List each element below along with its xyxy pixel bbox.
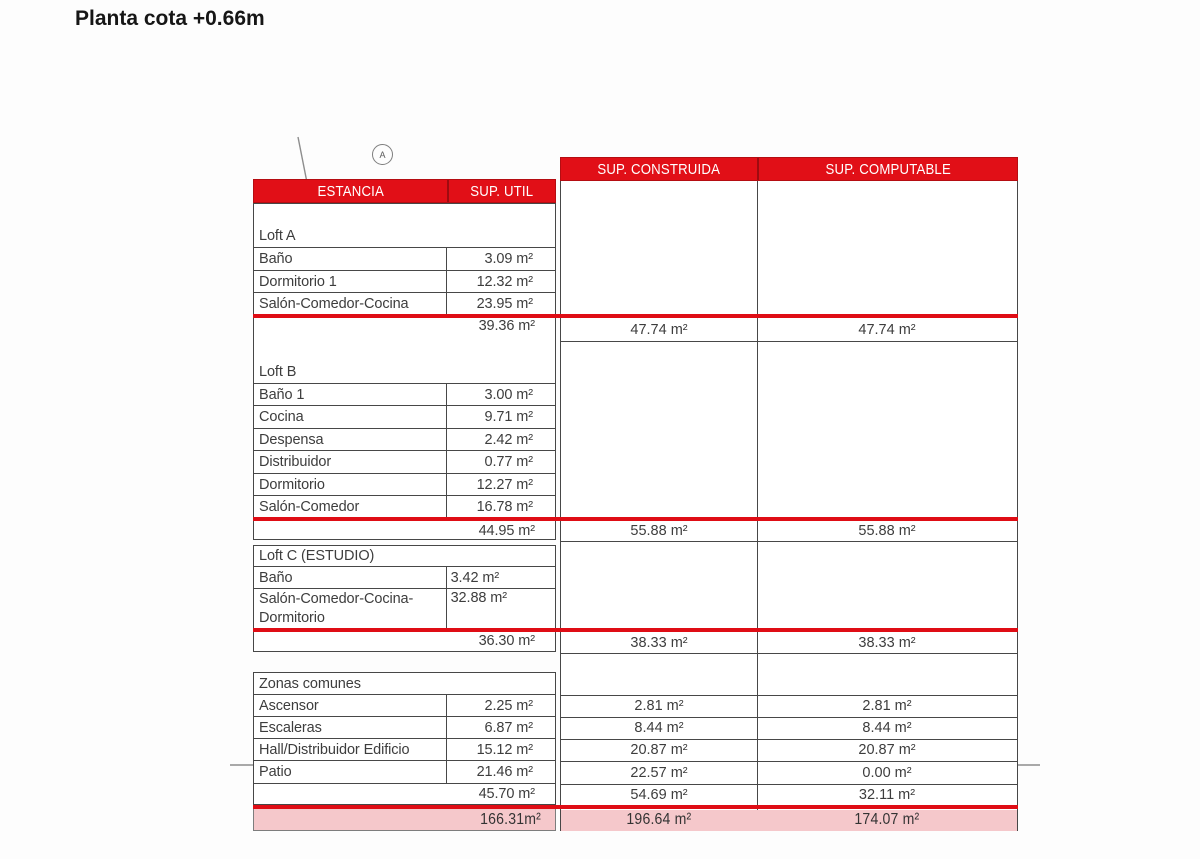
row-border [561, 653, 1017, 654]
row-value: 3.42 m² [450, 569, 500, 586]
row-value: 32.88 m² [450, 590, 508, 606]
table-row [254, 429, 555, 451]
section-name: Loft B [259, 364, 297, 380]
row-value: 6.87 m² [484, 719, 533, 736]
row-label: Dormitorio [254, 474, 447, 495]
row-border [561, 341, 1017, 342]
construida-value: 22.57 m² [630, 764, 688, 781]
row-value: 21.46 m² [476, 764, 533, 780]
table-row [254, 384, 555, 406]
row-label: Baño 1 [254, 384, 447, 405]
row-label: Baño [254, 567, 447, 588]
subtotal-row-loft-a [561, 318, 1017, 341]
section-name: Loft C (ESTUDIO) [259, 548, 375, 564]
row-value: 12.32 m² [476, 273, 533, 290]
page-title: Planta cota +0.66m [75, 7, 265, 30]
subtotal-util: 44.95 m² [478, 522, 535, 539]
section-header-row [254, 673, 555, 695]
table-row-hall [561, 739, 1017, 761]
table-row-patio [561, 761, 1017, 784]
red-separator-line [253, 314, 1018, 318]
construida-value: 54.69 m² [630, 787, 688, 803]
table-row [254, 496, 555, 518]
table-row [254, 474, 555, 496]
right-table-body [560, 180, 1018, 831]
row-label: Patio [254, 761, 447, 783]
right-header-band [560, 157, 1018, 181]
row-value: 3.00 m² [484, 386, 533, 403]
row-label: Salón-Comedor-Cocina-Dormitorio [254, 589, 447, 629]
row-value: 0.77 m² [484, 454, 533, 470]
construida-value: 55.88 m² [630, 523, 688, 539]
section-header-row [254, 546, 555, 567]
grand-total-computable [757, 810, 1017, 831]
computable-value: 32.11 m² [858, 787, 916, 803]
row-label: Dormitorio 1 [254, 271, 447, 292]
left-header-band [253, 179, 556, 203]
construida-value: 8.44 m² [634, 720, 684, 736]
construida-value: 20.87 m² [630, 742, 688, 758]
grand-total-construida-value: 196.64 m² [626, 811, 692, 829]
subtotal-row [254, 521, 555, 540]
row-value: 2.25 m² [484, 697, 533, 714]
row-value: 3.09 m² [484, 251, 533, 267]
row-label: Ascensor [254, 695, 447, 716]
construida-value: 38.33 m² [630, 634, 688, 651]
row-value: 9.71 m² [484, 409, 533, 425]
computable-value: 20.87 m² [858, 742, 916, 758]
section-name: Zonas comunes [259, 675, 361, 692]
row-label: Baño [254, 248, 447, 270]
construida-value: 47.74 m² [630, 321, 688, 338]
red-separator-line [253, 628, 1018, 632]
subtotal-row-loft-b [561, 521, 1017, 541]
grid-axis-marker-icon [372, 144, 393, 165]
table-row [254, 717, 555, 739]
subtotal-row [254, 784, 555, 804]
subtotal-util: 36.30 m² [478, 633, 535, 649]
subtotal-util: 45.70 m² [478, 786, 535, 802]
row-value: 12.27 m² [476, 476, 533, 493]
table-row [254, 271, 555, 293]
grand-total-computable-value: 174.07 m² [854, 811, 920, 829]
right-table [560, 157, 1018, 831]
grand-total-construida [561, 810, 757, 831]
table-row [254, 406, 555, 429]
computable-value: 47.74 m² [858, 321, 916, 338]
row-label: Salón-Comedor-Cocina [254, 293, 447, 315]
header-sup-util-label: SUP. UTIL [470, 182, 534, 200]
grid-axis-letter: A [379, 149, 386, 160]
subtotal-row [254, 631, 555, 651]
header-sup-computable-label: SUP. COMPUTABLE [825, 160, 951, 178]
red-separator-line [253, 517, 1018, 521]
computable-value: 55.88 m² [858, 523, 916, 539]
subtotal-row-loft-c [561, 632, 1017, 653]
subtotal-and-next-section-cell [254, 315, 555, 384]
grand-total-util-row [253, 809, 556, 831]
grand-total-util: 166.31m² [479, 810, 541, 828]
table-row [254, 567, 555, 589]
table-row [254, 695, 555, 717]
construida-value: 2.81 m² [634, 698, 684, 714]
header-sup-construida-label: SUP. CONSTRUIDA [597, 160, 721, 178]
row-border [561, 541, 1017, 542]
row-label: Escaleras [254, 717, 447, 738]
subtotal-row-zonas [561, 784, 1017, 806]
left-table-box-zonas [253, 672, 556, 805]
header-sup-util [449, 180, 555, 202]
header-estancia [254, 180, 447, 202]
subtotal-util: 39.36 m² [478, 318, 535, 334]
red-separator-line [253, 805, 1018, 809]
left-table-box-loft-c [253, 545, 556, 652]
row-label: Distribuidor [254, 451, 447, 473]
row-value: 2.42 m² [484, 431, 533, 448]
table-row [254, 293, 555, 315]
row-label: Salón-Comedor [254, 496, 447, 518]
table-row-escaleras [561, 717, 1017, 739]
row-label: Despensa [254, 429, 447, 450]
table-row [254, 451, 555, 474]
header-sup-computable [759, 158, 1017, 180]
computable-value: 8.44 m² [862, 720, 912, 736]
row-label: Hall/Distribuidor Edificio [254, 739, 447, 760]
row-label: Cocina [254, 406, 447, 428]
left-table-box-loft-a-b [253, 203, 556, 540]
table-row [254, 248, 555, 271]
section-name: Loft A [259, 228, 296, 244]
computable-value: 2.81 m² [862, 698, 912, 714]
table-row [254, 761, 555, 784]
table-row [254, 589, 555, 629]
header-estancia-label: ESTANCIA [317, 182, 384, 200]
row-value: 23.95 m² [476, 296, 533, 312]
section-header-row [254, 204, 555, 248]
grand-total-row [561, 810, 1017, 831]
header-sup-construida [561, 158, 757, 180]
row-value: 16.78 m² [476, 499, 533, 515]
row-value: 15.12 m² [476, 741, 533, 758]
table-row [254, 739, 555, 761]
computable-value: 0.00 m² [862, 764, 912, 781]
table-row-ascensor [561, 695, 1017, 717]
computable-value: 38.33 m² [858, 634, 916, 651]
